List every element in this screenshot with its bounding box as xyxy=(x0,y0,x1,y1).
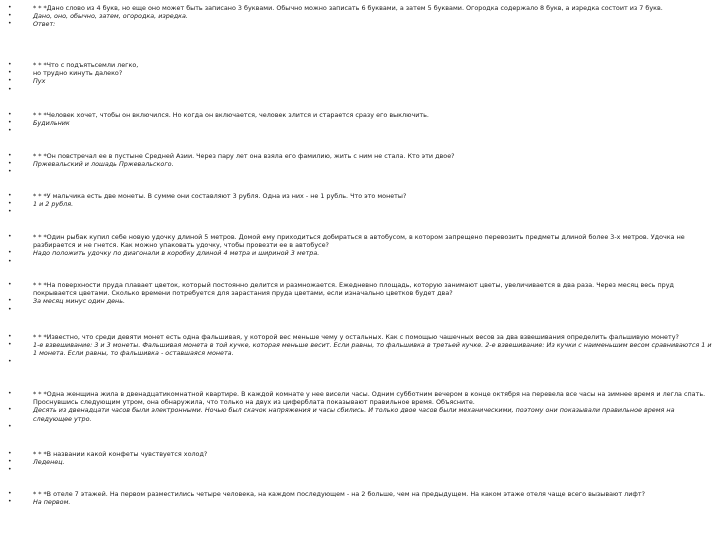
riddle-8 xyxy=(0,333,720,366)
riddle-10-question: • * * *В названии какой конфеты чувствуется холод? xyxy=(0,450,720,458)
riddle-8-answer: • 1-е взвешивание: 3 и 3 монеты. Фальшивая монета в той кучке, которая меньше весит. Если равны, то фальшивка в третьей кучке. 2-е взвешивание: Из кучки с наименьшим весом сравниваются 1 и 1 монета. Если равны, то фальшивка - оставшаяся монета. xyxy=(0,341,720,357)
riddle-7-question: • * * *На поверхности пруда плавает цветок, который постоянно делится и размножается. Ежедневно площадь, которую занимают цветы, увеличивается в два раза. Через месяц весь пруд покрывается цветами. Сколько времени потребуется для зарастания пруда цветами, если изначально цветков будет два? xyxy=(0,281,720,297)
riddle-2 xyxy=(0,61,720,94)
riddle-11 xyxy=(0,490,720,506)
riddle-1 xyxy=(0,4,720,37)
riddle-3 xyxy=(0,111,720,136)
riddle-3-answer: • Будильник xyxy=(0,119,720,127)
riddle-1-answer-label: • Ответ: xyxy=(0,20,720,28)
riddle-4-answer: • Пржевальский и лошадь Пржевальского. xyxy=(0,160,720,168)
riddle-1-question: • * * *Дано слово из 4 букв, но еще оно может быть записано 3 буквами. Обычно можно записать 6 буквами, а затем 5 буквами. Огородка содержало 8 букв, а изредка состоит из 7 букв. xyxy=(0,4,720,12)
riddle-7-answer: • За месяц минус один день. xyxy=(0,297,720,305)
riddle-2-question-line2: • но трудно кинуть далеко? xyxy=(0,69,720,77)
riddle-10 xyxy=(0,450,720,475)
riddle-4-question: • * * *Он повстречал ее в пустыне Средней Азии. Через пару лет она взяла его фамилию, жить с ним не стала. Кто эти двое? xyxy=(0,152,720,160)
riddle-6-answer: • Надо положить удочку по диагонали в коробку длиной 4 метра и шириной 3 метра. xyxy=(0,249,720,257)
riddle-5 xyxy=(0,192,720,217)
riddle-11-question: • * * *В отеле 7 этажей. На первом разместились четыре человека, на каждом последующем - на 2 больше, чем на предыдущем. На каком этаже отеля чаще всего вызывают лифт? xyxy=(0,490,720,498)
riddle-6 xyxy=(0,233,720,266)
riddle-1-answer: • Дано, оно, обычно, затем, огородка, изредка. xyxy=(0,12,720,20)
riddle-3-question: • * * *Человек хочет, чтобы он включился. Но когда он включается, человек злится и старается сразу его выключить. xyxy=(0,111,720,119)
riddle-5-question: • * * *У мальчика есть две монеты. В сумме они составляют 3 рубля. Одна из них - не 1 рубль. Что это монеты? xyxy=(0,192,720,200)
riddle-2-question: • * * *Что с подъятьсемли легко, xyxy=(0,61,720,69)
riddle-5-answer: • 1 и 2 рубля. xyxy=(0,200,720,208)
riddle-9-question: • * * *Одна женщина жила в двенадцатикомнатной квартире. В каждой комнате у нее висели часы. Одним субботним вечером в конце октября на перевела все часы на зимнее время и легла спать. Проснувшись следующим утром, она обнаружила, что только на двух из циферблата показывают правильное время. Объясните. xyxy=(0,390,720,406)
riddle-10-answer: • Леденец. xyxy=(0,458,720,466)
riddle-6-question: • * * *Один рыбак купил себе новую удочку длиной 5 метров. Домой ему приходиться добираться в автобусом, в котором запрещено перевозить предметы длиной более 3-х метров. Удочка не разбирается и не гнется. Как можно упаковать удочку, чтобы провезти ее в автобусе? xyxy=(0,233,720,249)
riddle-7 xyxy=(0,281,720,314)
riddle-11-answer: • На первом. xyxy=(0,498,720,506)
riddle-4 xyxy=(0,152,720,177)
riddle-2-answer: • Пух xyxy=(0,77,720,85)
riddle-9 xyxy=(0,390,720,431)
riddle-8-question: • * * *Известно, что среди девяти монет есть одна фальшивая, у которой вес меньше чему у остальных. Как с помощью чашечных весов за два взвешивания определить фальшивую монету? xyxy=(0,333,720,341)
riddle-9-answer: • Десять из двенадцати часов были электронными. Ночью был скачок напряжения и часы сбились. И только двое часов были механическими, поэтому они показывали правильное время на следующее утро. xyxy=(0,406,720,422)
